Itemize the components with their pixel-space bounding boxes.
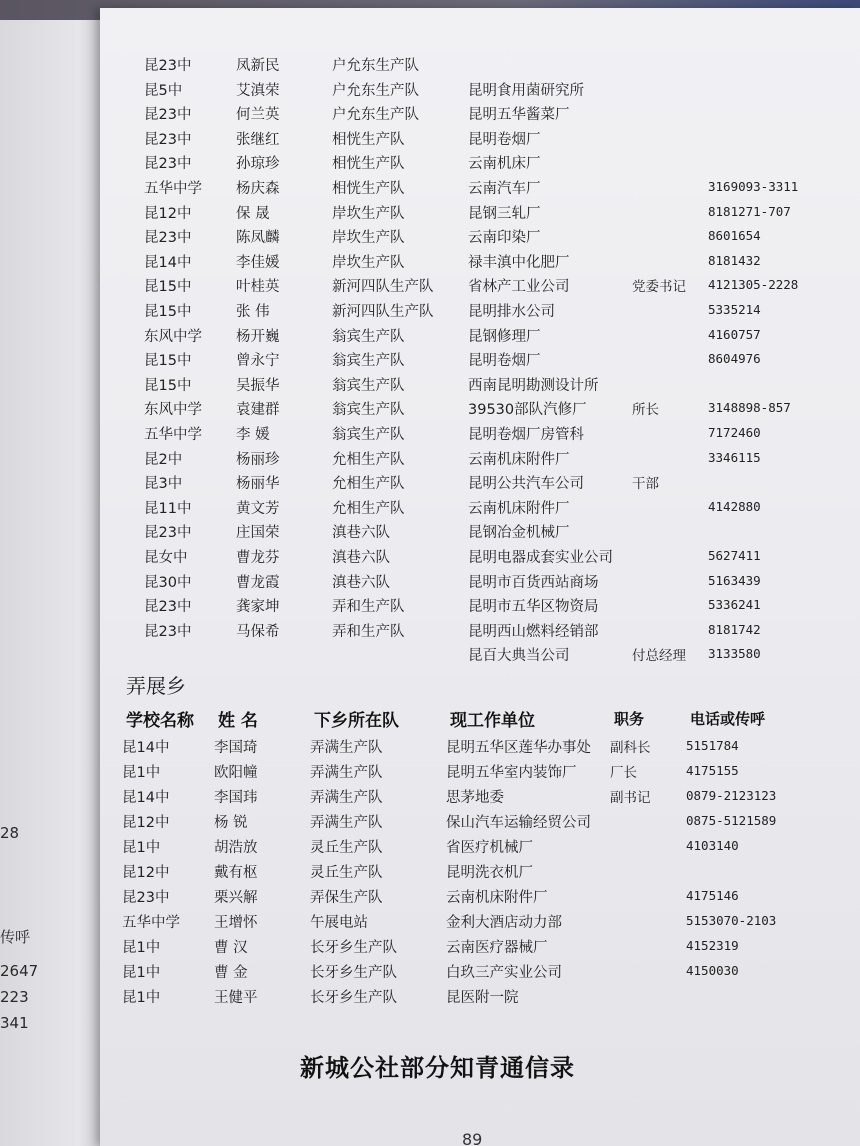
name-cell: 凤新民 <box>236 58 280 74</box>
section-title: 弄展乡 <box>126 674 186 698</box>
school-cell: 昆女中 <box>144 550 188 566</box>
name-cell: 张继红 <box>236 131 280 148</box>
name-cell: 栗兴解 <box>214 890 258 906</box>
table-row <box>122 886 842 908</box>
school-cell: 五华中学 <box>144 181 202 197</box>
table-row <box>144 251 860 273</box>
work-unit-cell: 禄丰滇中化肥厂 <box>468 254 570 271</box>
table-row <box>144 571 860 593</box>
team-cell: 滇巷六队 <box>332 550 390 566</box>
school-cell: 昆23中 <box>144 230 192 247</box>
phone-cell: 8604976 <box>708 351 761 367</box>
header-position: 职务 <box>614 710 645 728</box>
phone-cell: 7172460 <box>708 425 761 440</box>
phone-cell: 8181271-707 <box>708 203 791 219</box>
school-cell: 五华中学 <box>144 427 202 443</box>
work-unit-cell: 昆明电器成套实业公司 <box>468 550 613 566</box>
school-cell: 昆15中 <box>144 304 192 320</box>
name-cell: 吴振华 <box>236 377 280 394</box>
table-row <box>144 325 860 347</box>
position-cell: 厂长 <box>610 765 637 781</box>
school-cell: 东风中学 <box>144 402 202 419</box>
school-cell: 昆30中 <box>144 574 192 591</box>
directory-page <box>100 8 860 1146</box>
school-cell: 昆1中 <box>122 840 161 856</box>
team-cell: 岸坎生产队 <box>332 230 405 247</box>
table-row <box>122 936 842 958</box>
team-cell: 翁宾生产队 <box>332 328 405 345</box>
table-row <box>144 300 860 322</box>
table-row <box>122 761 842 783</box>
table-row <box>144 398 860 420</box>
table-row <box>144 595 860 617</box>
name-cell: 艾滇荣 <box>236 82 280 99</box>
name-cell: 叶桂英 <box>236 279 280 296</box>
position-cell: 所长 <box>632 402 659 419</box>
table-row <box>122 986 842 1008</box>
phone-cell: 5163439 <box>708 572 761 588</box>
left-page-text: 341 <box>0 1014 29 1032</box>
phone-cell: 0879-2123123 <box>686 788 777 803</box>
work-unit-cell: 思茅地委 <box>446 790 504 806</box>
work-unit-cell: 昆钢修理厂 <box>468 328 541 345</box>
table-row <box>122 811 842 833</box>
name-cell: 杨庆森 <box>236 181 280 197</box>
work-unit-cell: 云南医疗器械厂 <box>446 940 548 956</box>
phone-cell: 3346115 <box>708 449 761 465</box>
name-cell: 王增怀 <box>214 915 258 931</box>
name-cell: 李国琦 <box>214 740 258 756</box>
team-cell: 午展电站 <box>310 915 368 931</box>
work-unit-cell: 省医疗机械厂 <box>446 840 533 856</box>
name-cell: 袁建群 <box>236 402 280 419</box>
name-cell: 龚家坤 <box>236 599 280 616</box>
work-unit-cell: 昆明五华区莲华办事处 <box>446 740 591 756</box>
table-row <box>122 786 842 808</box>
team-cell: 允相生产队 <box>332 500 405 517</box>
work-unit-cell: 云南印染厂 <box>468 230 541 247</box>
phone-cell: 3169093-3311 <box>708 179 799 194</box>
table-row <box>122 911 842 933</box>
school-cell: 昆23中 <box>144 58 192 74</box>
table-row <box>122 836 842 858</box>
work-unit-cell: 昆明五华室内装饰厂 <box>446 765 577 781</box>
work-unit-cell: 省林产工业公司 <box>468 279 570 296</box>
position-cell: 副科长 <box>610 740 651 756</box>
school-cell: 昆23中 <box>144 623 192 640</box>
table-row <box>122 861 842 883</box>
team-cell: 长牙乡生产队 <box>310 940 397 956</box>
phone-cell: 4121305-2228 <box>708 277 799 293</box>
table-row <box>122 736 842 758</box>
school-cell: 五华中学 <box>122 915 180 931</box>
left-page-text: 传呼 <box>0 928 31 946</box>
name-cell: 胡浩放 <box>214 840 258 856</box>
team-cell: 长牙乡生产队 <box>310 990 397 1006</box>
team-cell: 弄保生产队 <box>310 890 383 906</box>
work-unit-cell: 云南汽车厂 <box>468 181 541 197</box>
phone-cell: 8181742 <box>708 621 761 637</box>
work-unit-cell: 云南机床厂 <box>468 156 541 173</box>
name-cell: 曾永宁 <box>236 353 280 370</box>
phone-cell: 4160757 <box>708 326 761 342</box>
table-row <box>144 202 860 224</box>
school-cell: 昆23中 <box>144 525 192 542</box>
name-cell: 曹龙芬 <box>236 550 280 566</box>
school-cell: 昆11中 <box>144 500 192 517</box>
table-row <box>122 961 842 983</box>
work-unit-cell: 保山汽车运输经贸公司 <box>446 815 591 831</box>
position-cell: 副书记 <box>610 790 651 806</box>
team-cell: 户允东生产队 <box>332 107 419 124</box>
school-cell: 昆23中 <box>144 107 192 124</box>
phone-cell: 0875-5121589 <box>686 813 777 828</box>
left-page-text: 2647 <box>0 962 39 980</box>
phone-cell: 4142880 <box>708 498 761 514</box>
name-cell: 杨丽华 <box>236 476 280 493</box>
table-row <box>144 349 860 371</box>
work-unit-cell: 昆钢三轧厂 <box>468 205 541 222</box>
phone-cell: 5627411 <box>708 548 761 563</box>
school-cell: 昆23中 <box>144 599 192 616</box>
table-row <box>144 79 860 101</box>
left-page-text: 223 <box>0 988 29 1006</box>
phone-cell: 5153070-2103 <box>686 913 777 928</box>
name-cell: 杨开巍 <box>236 328 280 345</box>
phone-cell: 3133580 <box>708 646 761 662</box>
school-cell: 昆14中 <box>122 740 170 756</box>
team-cell: 弄满生产队 <box>310 790 383 806</box>
work-unit-cell: 昆钢冶金机械厂 <box>468 525 570 542</box>
work-unit-cell: 白玖三产实业公司 <box>446 965 562 981</box>
work-unit-cell: 昆百大典当公司 <box>468 648 570 665</box>
name-cell: 庄国荣 <box>236 525 280 542</box>
team-cell: 弄满生产队 <box>310 765 383 781</box>
team-cell: 翁宾生产队 <box>332 402 405 419</box>
name-cell: 欧阳幢 <box>214 765 258 781</box>
team-cell: 户允东生产队 <box>332 82 419 99</box>
team-cell: 相恍生产队 <box>332 181 405 197</box>
team-cell: 长牙乡生产队 <box>310 965 397 981</box>
header-work: 现工作单位 <box>450 711 535 731</box>
team-cell: 相恍生产队 <box>332 131 405 148</box>
name-cell: 曹龙霞 <box>236 574 280 591</box>
left-page-text: 28 <box>0 824 20 842</box>
table-row <box>144 546 860 568</box>
work-unit-cell: 昆明市五华区物资局 <box>468 599 599 616</box>
school-cell: 昆15中 <box>144 377 192 394</box>
header-school: 学校名称 <box>126 711 194 731</box>
school-cell: 昆1中 <box>122 765 161 781</box>
table-row <box>144 128 860 150</box>
work-unit-cell: 昆明五华酱菜厂 <box>468 107 570 124</box>
work-unit-cell: 金利大酒店动力部 <box>446 915 562 931</box>
team-cell: 岸坎生产队 <box>332 254 405 271</box>
team-cell: 弄和生产队 <box>332 623 405 640</box>
table-row <box>144 448 860 470</box>
table-row <box>144 152 860 174</box>
work-unit-cell: 昆明卷烟厂房管科 <box>468 427 584 443</box>
school-cell: 昆12中 <box>122 865 170 881</box>
table-row <box>144 472 860 494</box>
school-cell: 昆12中 <box>122 815 170 831</box>
phone-cell: 8181432 <box>708 252 761 268</box>
team-cell: 滇巷六队 <box>332 574 390 591</box>
table-row <box>144 226 860 248</box>
name-cell: 曹 金 <box>214 965 248 981</box>
school-cell: 昆23中 <box>144 156 192 173</box>
work-unit-cell: 云南机床附件厂 <box>446 890 548 906</box>
name-cell: 杨 锐 <box>214 815 248 831</box>
team-cell: 灵丘生产队 <box>310 840 383 856</box>
name-cell: 张 伟 <box>236 304 270 320</box>
header-phone: 电话或传呼 <box>690 710 766 728</box>
school-cell: 昆1中 <box>122 965 161 981</box>
work-unit-cell: 昆明食用菌研究所 <box>468 82 584 99</box>
team-cell: 翁宾生产队 <box>332 427 405 443</box>
work-unit-cell: 昆明西山燃料经销部 <box>468 623 599 640</box>
school-cell: 昆23中 <box>144 131 192 148</box>
work-unit-cell: 昆明洗衣机厂 <box>446 865 533 881</box>
table-row <box>144 177 860 199</box>
team-cell: 新河四队生产队 <box>332 304 434 320</box>
team-cell: 翁宾生产队 <box>332 353 405 370</box>
phone-cell: 4150030 <box>686 963 739 978</box>
phone-cell: 4175155 <box>686 763 739 778</box>
position-cell: 党委书记 <box>632 279 686 296</box>
work-unit-cell: 昆明市百货西站商场 <box>468 574 599 591</box>
page-number: 89 <box>462 1130 483 1146</box>
school-cell: 昆3中 <box>144 476 183 493</box>
header-name: 姓 名 <box>218 711 258 731</box>
phone-cell: 3148898-857 <box>708 400 791 416</box>
name-cell: 马保希 <box>236 623 280 640</box>
table-row <box>144 644 860 666</box>
table-row <box>144 620 860 642</box>
name-cell: 陈凤麟 <box>236 230 280 247</box>
work-unit-cell: 39530部队汽修厂 <box>468 402 587 419</box>
name-cell: 李 媛 <box>236 427 270 443</box>
team-cell: 允相生产队 <box>332 476 405 493</box>
work-unit-cell: 云南机床附件厂 <box>468 500 570 517</box>
name-cell: 戴有枢 <box>214 865 258 881</box>
work-unit-cell: 西南昆明勘测设计所 <box>468 377 599 394</box>
phone-cell: 4175146 <box>686 888 739 903</box>
table-row <box>144 374 860 396</box>
phone-cell: 5336241 <box>708 597 761 613</box>
school-cell: 昆5中 <box>144 82 183 99</box>
work-unit-cell: 昆明排水公司 <box>468 304 555 320</box>
name-cell: 李佳媛 <box>236 254 280 271</box>
name-cell: 杨丽珍 <box>236 451 280 468</box>
school-cell: 昆23中 <box>122 890 170 906</box>
phone-cell: 5151784 <box>686 738 739 753</box>
footer-title: 新城公社部分知青通信录 <box>300 1054 575 1082</box>
team-cell: 新河四队生产队 <box>332 279 434 296</box>
school-cell: 昆14中 <box>122 790 170 806</box>
school-cell: 昆12中 <box>144 205 192 222</box>
position-cell: 干部 <box>632 476 659 493</box>
school-cell: 昆15中 <box>144 353 192 370</box>
team-cell: 相恍生产队 <box>332 156 405 173</box>
name-cell: 保 晟 <box>236 205 270 222</box>
school-cell: 昆1中 <box>122 940 161 956</box>
table-header <box>126 706 846 732</box>
work-unit-cell: 昆明公共汽车公司 <box>468 476 584 493</box>
school-cell: 昆15中 <box>144 279 192 296</box>
team-cell: 弄满生产队 <box>310 815 383 831</box>
school-cell: 昆14中 <box>144 254 192 271</box>
team-cell: 允相生产队 <box>332 451 405 468</box>
header-team: 下乡所在队 <box>314 711 399 731</box>
table-row <box>144 521 860 543</box>
name-cell: 曹 汉 <box>214 940 248 956</box>
team-cell: 岸坎生产队 <box>332 205 405 222</box>
table-row <box>144 54 860 76</box>
name-cell: 孙琼珍 <box>236 156 280 173</box>
position-cell: 付总经理 <box>632 648 686 665</box>
work-unit-cell: 昆明卷烟厂 <box>468 353 541 370</box>
phone-cell: 8601654 <box>708 228 761 244</box>
team-cell: 户允东生产队 <box>332 58 419 74</box>
team-cell: 弄满生产队 <box>310 740 383 756</box>
left-page-edge <box>0 20 112 1146</box>
school-cell: 昆2中 <box>144 451 183 468</box>
school-cell: 昆1中 <box>122 990 161 1006</box>
phone-cell: 4103140 <box>686 838 739 853</box>
name-cell: 何兰英 <box>236 107 280 124</box>
phone-cell: 4152319 <box>686 938 739 953</box>
table-row <box>144 497 860 519</box>
work-unit-cell: 云南机床附件厂 <box>468 451 570 468</box>
team-cell: 灵丘生产队 <box>310 865 383 881</box>
name-cell: 李国玮 <box>214 790 258 806</box>
table-row <box>144 275 860 297</box>
school-cell: 东风中学 <box>144 328 202 345</box>
team-cell: 滇巷六队 <box>332 525 390 542</box>
team-cell: 弄和生产队 <box>332 599 405 616</box>
table-row <box>144 423 860 445</box>
work-unit-cell: 昆医附一院 <box>446 990 519 1006</box>
phone-cell: 5335214 <box>708 302 761 317</box>
name-cell: 王健平 <box>214 990 258 1006</box>
name-cell: 黄文芳 <box>236 500 280 517</box>
table-row <box>144 103 860 125</box>
work-unit-cell: 昆明卷烟厂 <box>468 131 541 148</box>
team-cell: 翁宾生产队 <box>332 377 405 394</box>
